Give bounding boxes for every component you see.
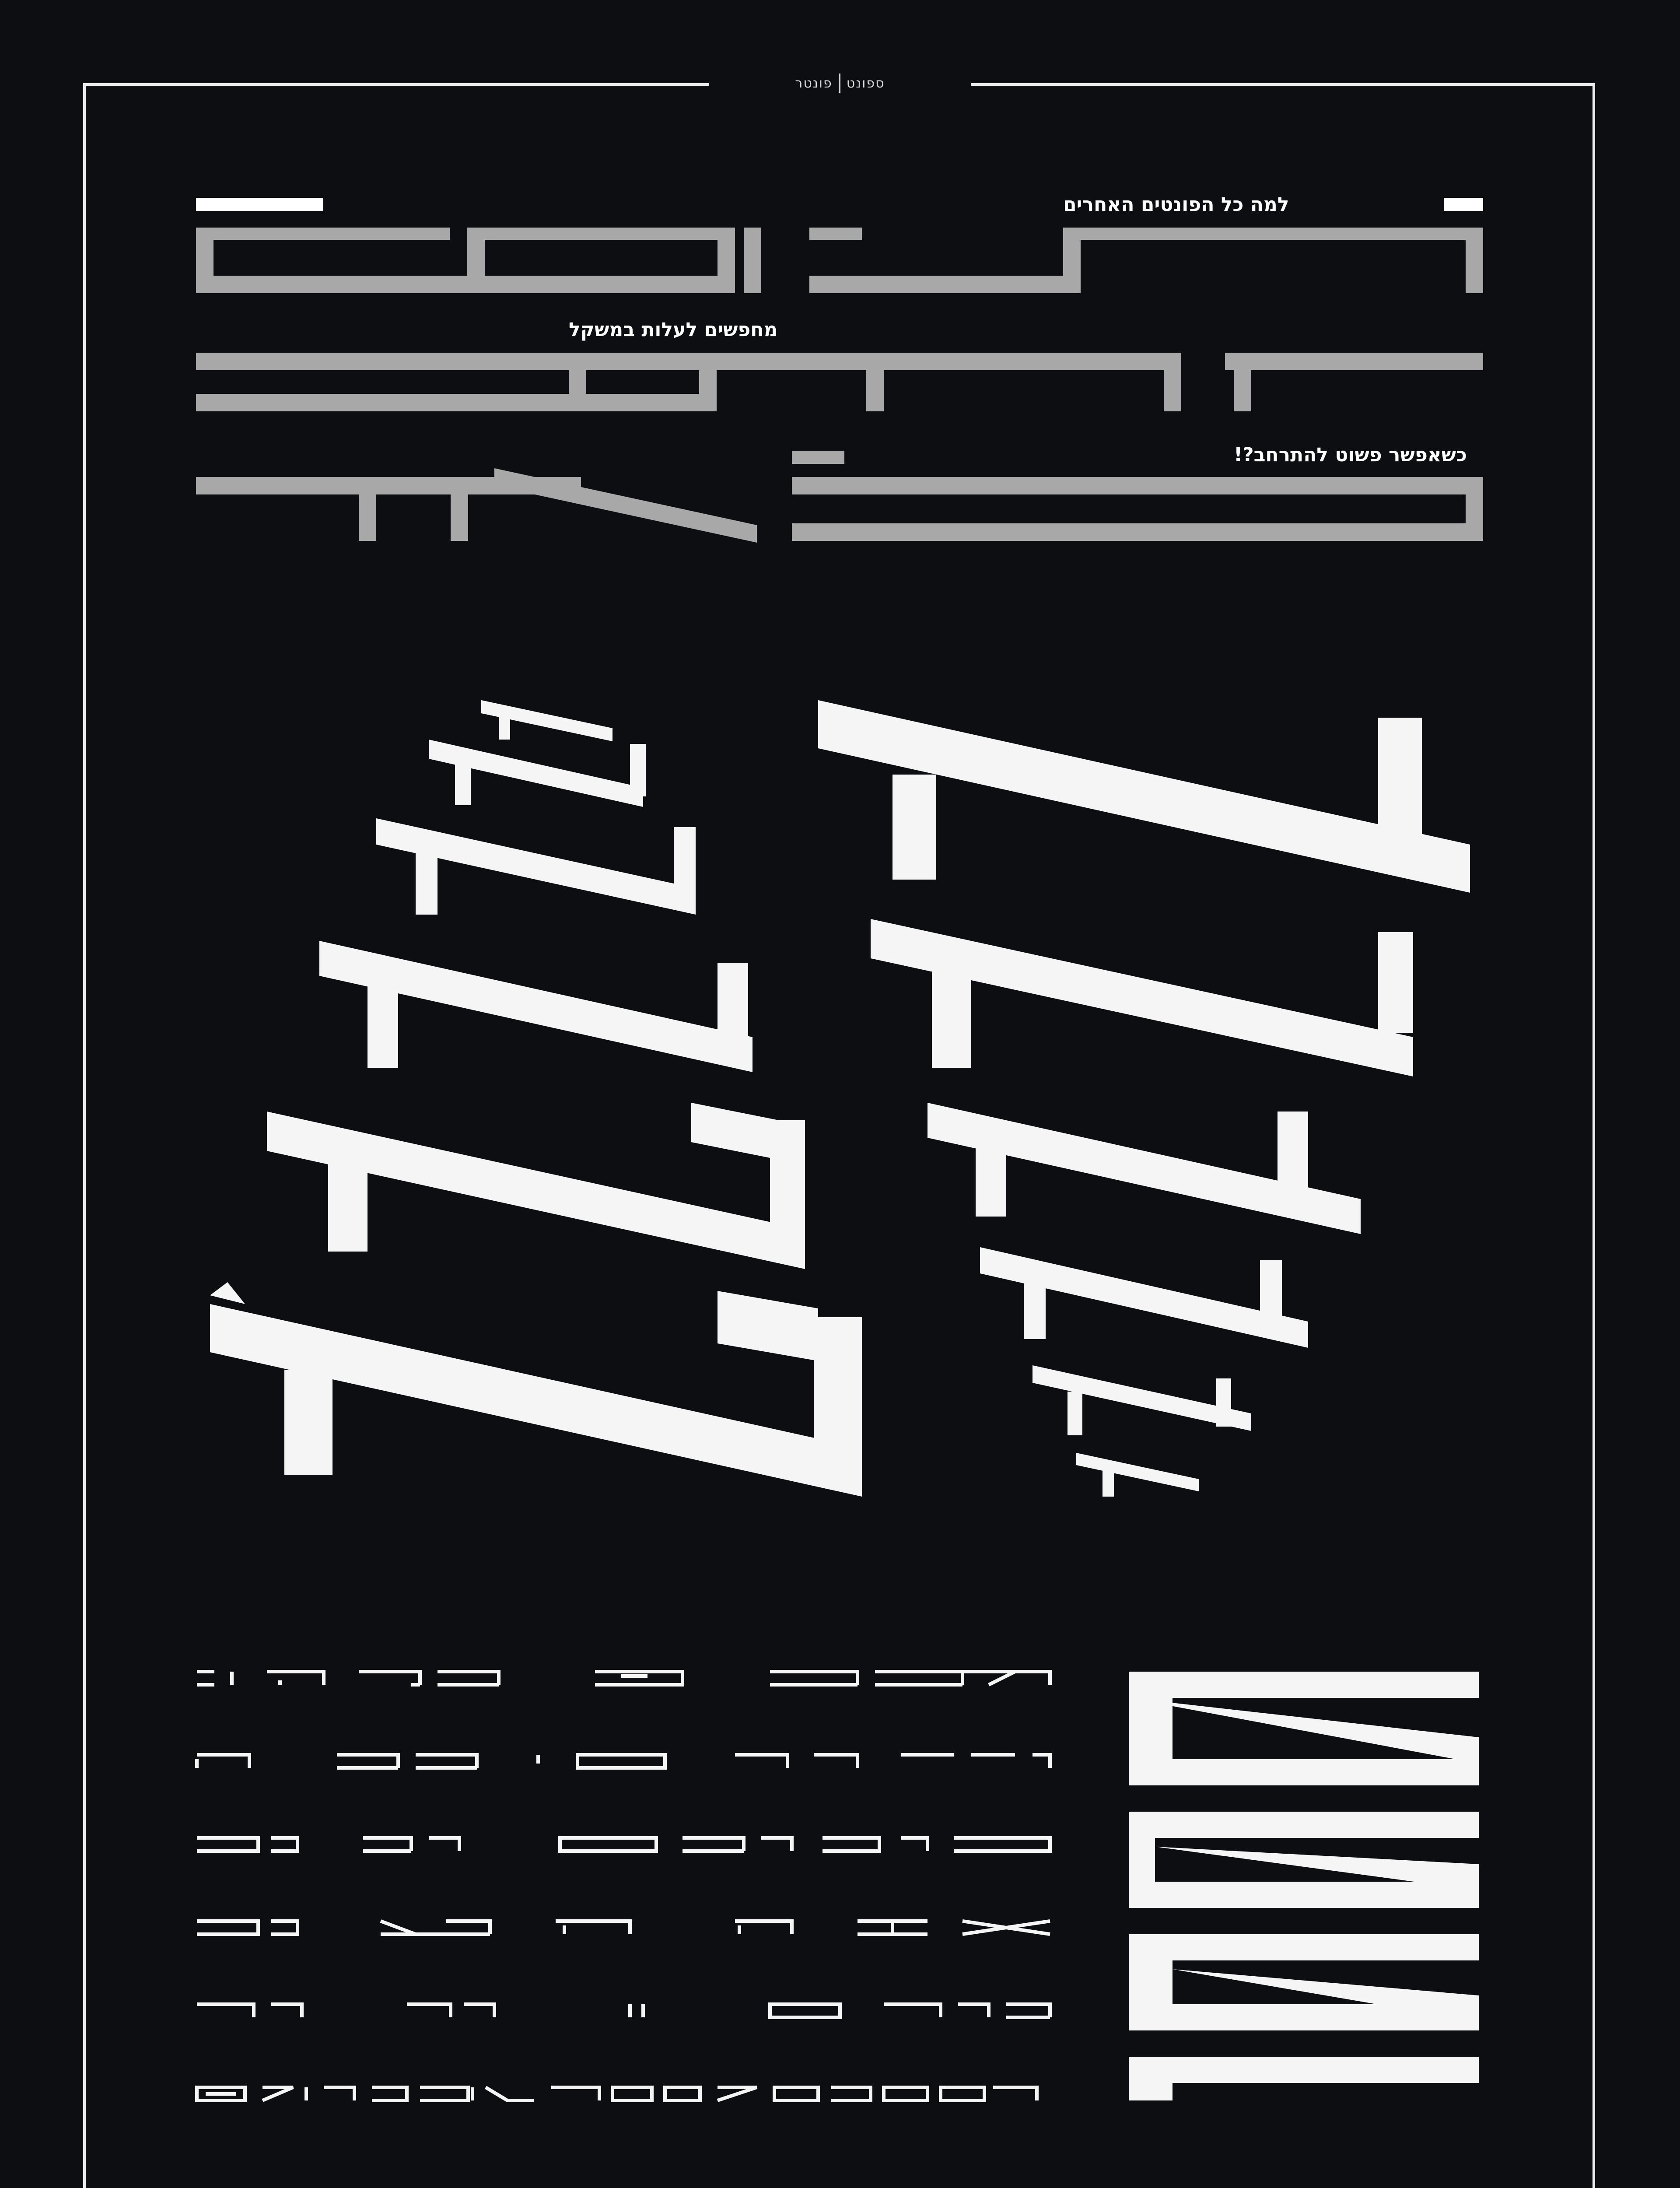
credit-left: פונטר [795,75,833,91]
tagline-2: מחפשים לעלות במשקל [569,319,778,341]
tagline-1: למה כל הפונטים האחרים [1063,193,1289,216]
tagline-3: כשאפשר פשוט להתרחב?! [1234,444,1467,466]
credit-right: ספונט [846,75,885,91]
